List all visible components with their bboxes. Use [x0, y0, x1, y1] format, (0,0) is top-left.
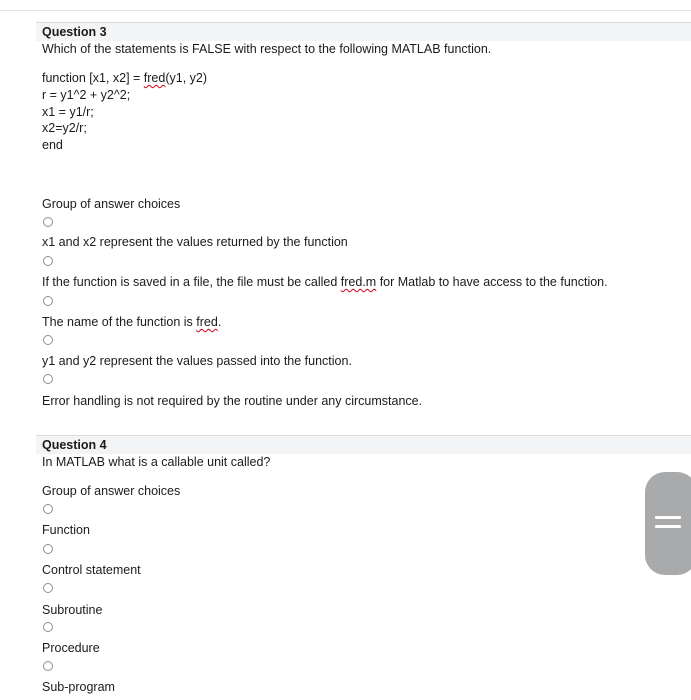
scroll-handle[interactable]	[645, 472, 691, 575]
q4-option-2-radio[interactable]	[43, 544, 53, 554]
code-line-5: end	[42, 138, 63, 153]
drag-handle-icon	[655, 516, 681, 519]
q4-option-4-radio[interactable]	[43, 622, 53, 632]
q4-option-2-label[interactable]: Control statement	[42, 563, 141, 577]
question-4-header	[36, 435, 691, 454]
question-3-title: Question 3	[42, 25, 107, 39]
q4-option-5-radio[interactable]	[43, 661, 53, 671]
q4-option-1-radio[interactable]	[43, 504, 53, 514]
code-line-1: function [x1, x2] = fred(y1, y2)	[42, 71, 208, 85]
code-line-2: r = y1^2 + y2^2;	[42, 87, 131, 102]
q4-option-4-label[interactable]: Procedure	[42, 641, 100, 655]
code-line-4: x2=y2/r;	[42, 121, 87, 136]
matlab-code-block	[42, 70, 207, 154]
question-4-title: Question 4	[42, 438, 107, 452]
q3-option-2-radio[interactable]	[43, 256, 53, 266]
top-divider	[0, 10, 691, 11]
q3-option-1-radio[interactable]	[43, 217, 53, 227]
q4-option-3-radio[interactable]	[43, 583, 53, 593]
question-3-prompt: Which of the statements is FALSE with respect to the following MATLAB function.	[42, 42, 492, 56]
question-3-header	[36, 22, 691, 41]
drag-handle-icon	[655, 525, 681, 528]
spell-flag-fred-m: fred.m	[340, 275, 377, 289]
question-3-group-label: Group of answer choices	[42, 197, 181, 211]
question-4-group-label: Group of answer choices	[42, 484, 181, 498]
q3-option-3-radio[interactable]	[43, 296, 53, 306]
spell-flag-fred-2: fred	[196, 315, 218, 329]
q4-option-3-label[interactable]: Subroutine	[42, 603, 103, 617]
code-line-3: x1 = y1/r;	[42, 104, 94, 119]
spell-flag-fred: fred	[143, 71, 166, 85]
q4-option-1-label[interactable]: Function	[42, 523, 90, 537]
q3-option-1-label[interactable]: x1 and x2 represent the values returned by the function	[42, 235, 348, 249]
q3-option-5-radio[interactable]	[43, 374, 53, 384]
q3-option-3-label[interactable]: The name of the function is fred.	[42, 315, 222, 329]
q3-option-2-label[interactable]: If the function is saved in a file, the file must be called fred.m for Matlab to have access to the function.	[42, 275, 608, 289]
q3-option-4-radio[interactable]	[43, 335, 53, 345]
q3-option-5-label[interactable]: Error handling is not required by the routine under any circumstance.	[42, 394, 423, 408]
question-4-prompt: In MATLAB what is a callable unit called?	[42, 455, 271, 469]
q3-option-4-label[interactable]: y1 and y2 represent the values passed into the function.	[42, 354, 352, 368]
q4-option-5-label[interactable]: Sub-program	[42, 680, 115, 694]
